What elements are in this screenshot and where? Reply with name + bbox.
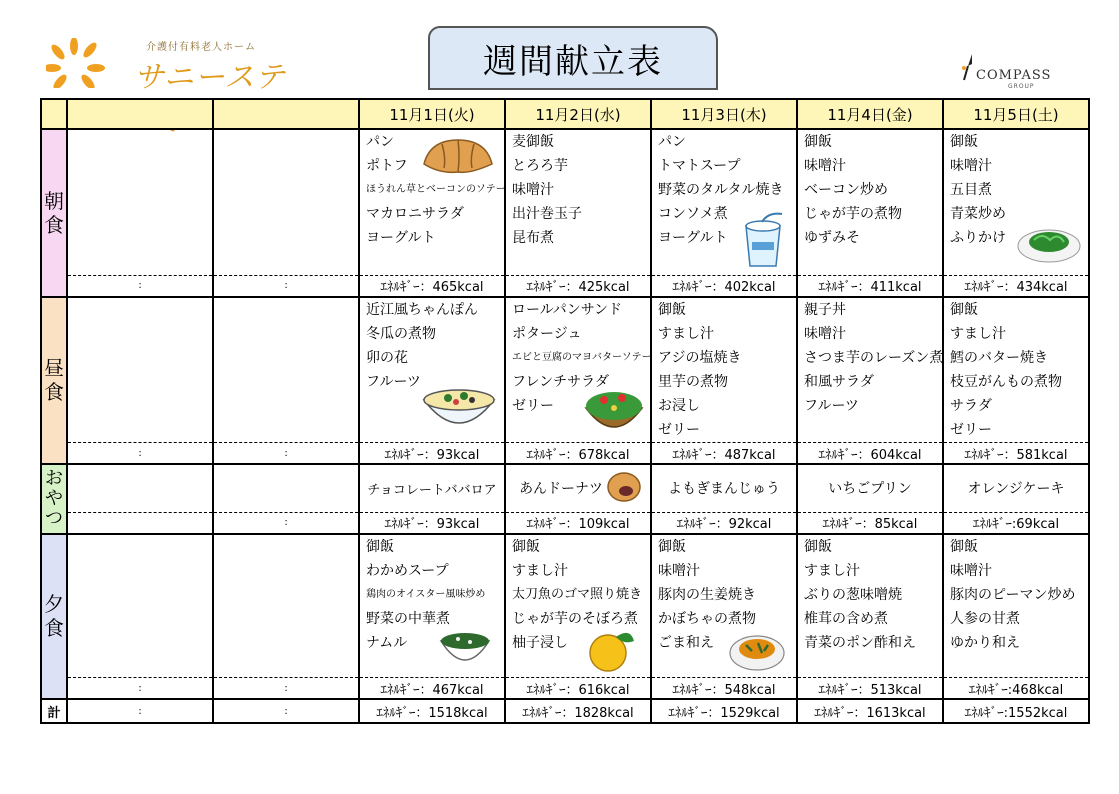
colon-cell: :	[67, 699, 213, 723]
colon-cell: :	[213, 443, 359, 465]
dish: マカロニサラダ	[366, 206, 464, 222]
snack-dish: あんドーナツ	[519, 481, 603, 498]
dish: アジの塩焼き	[658, 349, 742, 366]
compass-group-text: GROUP	[1008, 83, 1035, 90]
colon-cell: :	[213, 699, 359, 723]
snack-dish: よもぎまんじゅう	[668, 481, 780, 498]
dish: トマトスープ	[658, 158, 741, 174]
dish: ゆかり和え	[950, 634, 1020, 651]
dish: とろろ芋	[512, 158, 568, 174]
header-blank	[213, 99, 359, 129]
dish: お浸し	[658, 397, 700, 414]
dish: 卯の花	[366, 349, 408, 366]
lunch-energy-row	[41, 443, 1089, 465]
dish: 野菜の中華煮	[366, 610, 450, 627]
yuzu-icon	[586, 627, 636, 673]
dish: 太刀魚のゴマ照り焼き	[512, 586, 643, 602]
logo-brand: サニーステ	[134, 60, 286, 95]
dish: 御飯	[950, 134, 978, 150]
snack-cell	[505, 464, 651, 512]
dish: ふりかけ	[950, 230, 1006, 246]
dish: わかめスープ	[366, 562, 449, 579]
dish: 枝豆がんもの煮物	[950, 373, 1062, 390]
day-header: 11月4日(金)	[797, 99, 943, 129]
dish: ゼリー	[658, 421, 700, 438]
dish: 柚子浸し	[512, 634, 568, 651]
energy-value: ｴﾈﾙｷﾞｰ：93kcal	[359, 512, 505, 534]
dish: ほうれん草とベーコンのソテー	[366, 184, 506, 195]
menu-cell	[651, 129, 797, 275]
dish: フルーツ	[804, 397, 859, 414]
snack-cell	[943, 464, 1089, 512]
colon-cell: :	[213, 275, 359, 297]
sun-flower-icon	[46, 38, 126, 88]
dish: 親子丼	[804, 301, 846, 318]
energy-value: ｴﾈﾙｷﾞｰ：465kcal	[359, 275, 505, 297]
dish: 五目煮	[950, 182, 992, 198]
snack-energy-row	[41, 512, 1089, 534]
snack-cell	[651, 464, 797, 512]
logo-subtitle: 介護付有料老人ホーム	[146, 42, 256, 53]
page-title: 週間献立表	[428, 26, 718, 90]
blank-cell	[213, 297, 359, 443]
compass-group-logo	[958, 52, 1068, 92]
energy-value: ｴﾈﾙｷﾞｰ：93kcal	[359, 443, 505, 465]
dish: すまし汁	[804, 562, 860, 579]
dish: 豚肉のピーマン炒め	[950, 586, 1076, 603]
snack-dish: チョコレートババロア	[367, 482, 497, 498]
breakfast-label: 朝 食	[41, 129, 67, 297]
colon-cell: :	[67, 275, 213, 297]
header-blank	[67, 99, 213, 129]
dish: 味噌汁	[658, 562, 700, 579]
dish: 昆布煮	[512, 230, 554, 246]
dish: 青菜炒め	[950, 206, 1006, 222]
dish: フレンチサラダ	[512, 373, 609, 390]
dinner-label: 夕 食	[41, 534, 67, 700]
snack-dish: オレンジケーキ	[967, 481, 1065, 498]
dish: ゼリー	[950, 421, 992, 438]
champon-bowl-icon	[420, 382, 498, 438]
dish: 御飯	[950, 301, 978, 318]
lunch-label: 昼 食	[41, 297, 67, 465]
dish: 青菜のポン酢和え	[804, 634, 916, 651]
dish: ロールパンサンド	[512, 301, 623, 318]
dish: ぶりの葱味噌焼	[804, 586, 902, 603]
an-donut-icon	[606, 471, 642, 503]
snack-cell	[359, 464, 505, 512]
blank-cell	[67, 129, 213, 275]
lunch-row	[41, 297, 1089, 443]
dish: 近江風ちゃんぽん	[366, 301, 478, 318]
dish: 出汁巻玉子	[512, 206, 582, 222]
dish: 人参の甘煮	[950, 610, 1020, 627]
energy-value: ｴﾈﾙｷﾞｰ：92kcal	[651, 512, 797, 534]
dish: 味噌汁	[950, 562, 992, 579]
dish: ヨーグルト	[366, 230, 436, 246]
total-value: ｴﾈﾙｷﾞｰ：1613kcal	[797, 699, 943, 723]
menu-cell	[651, 534, 797, 678]
dish: サラダ	[950, 397, 992, 414]
menu-cell	[943, 534, 1089, 678]
dish: 味噌汁	[804, 158, 846, 174]
dish: 里芋の煮物	[658, 373, 728, 390]
dish: ベーコン炒め	[804, 182, 888, 198]
dinner-row	[41, 534, 1089, 678]
dish: 椎茸の含め煮	[804, 610, 888, 627]
energy-value: ｴﾈﾙｷﾞｰ：85kcal	[797, 512, 943, 534]
energy-value: ｴﾈﾙｷﾞｰ：434kcal	[943, 275, 1089, 297]
dish: 豚肉の生姜焼き	[658, 586, 756, 603]
day-header: 11月2日(水)	[505, 99, 651, 129]
dish: かぼちゃの煮物	[658, 610, 756, 627]
blank-cell	[67, 512, 213, 534]
menu-cell	[505, 534, 651, 678]
energy-value: ｴﾈﾙｷﾞｰ：467kcal	[359, 678, 505, 700]
colon-cell: :	[67, 678, 213, 700]
sunny-stage-logo	[46, 34, 296, 94]
dish: ヨーグルト	[658, 230, 728, 246]
blank-cell	[213, 464, 359, 512]
dish: エビと豆腐のマヨバターソテー	[512, 351, 652, 363]
breakfast-row	[41, 129, 1089, 275]
dish: ゆずみそ	[804, 230, 860, 246]
dish: 御飯	[512, 538, 540, 555]
blank-cell	[213, 129, 359, 275]
day-header: 11月5日(土)	[943, 99, 1089, 129]
dish: ごま和え	[658, 634, 714, 651]
dish: すまし汁	[658, 325, 714, 342]
colon-cell: :	[213, 512, 359, 534]
menu-cell	[943, 129, 1089, 275]
dish: 味噌汁	[512, 182, 554, 198]
energy-value: ｴﾈﾙｷﾞｰ：487kcal	[651, 443, 797, 465]
energy-value: ｴﾈﾙｷﾞｰ：402kcal	[651, 275, 797, 297]
menu-cell	[505, 129, 651, 275]
energy-value: ｴﾈﾙｷﾞｰ：581kcal	[943, 443, 1089, 465]
pumpkin-bowl-icon	[728, 629, 786, 673]
breakfast-energy-row	[41, 275, 1089, 297]
day-header: 11月3日(木)	[651, 99, 797, 129]
snack-dish: いちごプリン	[828, 481, 912, 498]
salad-bowl-icon	[582, 386, 646, 440]
energy-value: ｴﾈﾙｷﾞｰ：548kcal	[651, 678, 797, 700]
menu-cell	[359, 297, 505, 443]
snack-row	[41, 464, 1089, 512]
total-row	[41, 699, 1089, 723]
dish: 和風サラダ	[804, 373, 874, 390]
colon-cell: :	[67, 443, 213, 465]
weekly-menu-table	[40, 98, 1090, 724]
total-value: ｴﾈﾙｷﾞｰ:1552kcal	[943, 699, 1089, 723]
energy-value: ｴﾈﾙｷﾞｰ：616kcal	[505, 678, 651, 700]
dish: 御飯	[804, 134, 832, 150]
blank-cell	[213, 534, 359, 678]
dish: 鶏肉のオイスター風味炒め	[366, 588, 486, 600]
yogurt-cup-icon	[738, 212, 788, 268]
dish: さつま芋のレーズン煮	[804, 349, 944, 366]
blank-cell	[67, 297, 213, 443]
dish: ナムル	[366, 634, 408, 651]
dish: 御飯	[658, 301, 686, 318]
energy-value: ｴﾈﾙｷﾞｰ：513kcal	[797, 678, 943, 700]
energy-value: ｴﾈﾙｷﾞｰ：604kcal	[797, 443, 943, 465]
total-value: ｴﾈﾙｷﾞｰ：1828kcal	[505, 699, 651, 723]
dish: 味噌汁	[950, 158, 992, 174]
dish: フルーツ	[366, 373, 421, 390]
total-value: ｴﾈﾙｷﾞｰ：1518kcal	[359, 699, 505, 723]
dish: ポトフ	[366, 158, 408, 174]
menu-cell	[797, 297, 943, 443]
table-header-row	[41, 99, 1089, 129]
colon-cell: :	[213, 678, 359, 700]
total-label: 計	[41, 699, 67, 723]
energy-value: ｴﾈﾙｷﾞｰ:468kcal	[943, 678, 1089, 700]
greens-plate-icon	[1016, 222, 1082, 264]
dish: 御飯	[366, 538, 394, 555]
total-value: ｴﾈﾙｷﾞｰ：1529kcal	[651, 699, 797, 723]
snack-cell	[797, 464, 943, 512]
energy-value: ｴﾈﾙｷﾞｰ：678kcal	[505, 443, 651, 465]
blank-cell	[67, 534, 213, 678]
croissant-icon	[420, 134, 496, 174]
blank-cell	[67, 464, 213, 512]
dish: 鱈のバター焼き	[950, 349, 1048, 366]
energy-value: ｴﾈﾙｷﾞｰ:69kcal	[943, 512, 1089, 534]
dish: 御飯	[804, 538, 832, 555]
energy-value: ｴﾈﾙｷﾞｰ：109kcal	[505, 512, 651, 534]
energy-value: ｴﾈﾙｷﾞｰ：411kcal	[797, 275, 943, 297]
dish: じゃが芋のそぼろ煮	[512, 610, 638, 627]
dish: 野菜のタルタル焼き	[658, 182, 784, 198]
dish: パン	[366, 134, 394, 150]
compass-word: COMPASS	[976, 68, 1052, 83]
dish: 御飯	[950, 538, 978, 555]
header-blank	[41, 99, 67, 129]
dish: ゼリー	[512, 397, 554, 414]
dish: すまし汁	[950, 325, 1006, 342]
namul-bowl-icon	[438, 627, 492, 671]
dish: 冬瓜の煮物	[366, 325, 436, 342]
dish: パン	[658, 134, 686, 150]
day-header: 11月1日(火)	[359, 99, 505, 129]
menu-cell	[651, 297, 797, 443]
dinner-energy-row	[41, 678, 1089, 700]
menu-cell	[797, 534, 943, 678]
menu-cell	[797, 129, 943, 275]
snack-label: お や つ	[41, 464, 67, 534]
menu-cell	[943, 297, 1089, 443]
menu-cell	[505, 297, 651, 443]
dish: コンソメ煮	[658, 206, 728, 222]
menu-cell	[359, 129, 505, 275]
dish: ポタージュ	[512, 325, 582, 342]
dish: 御飯	[658, 538, 686, 555]
energy-value: ｴﾈﾙｷﾞｰ：425kcal	[505, 275, 651, 297]
dish: 味噌汁	[804, 325, 846, 342]
dish: 麦御飯	[512, 134, 554, 150]
dish: すまし汁	[512, 562, 568, 579]
dish: じゃが芋の煮物	[804, 206, 902, 222]
menu-cell	[359, 534, 505, 678]
